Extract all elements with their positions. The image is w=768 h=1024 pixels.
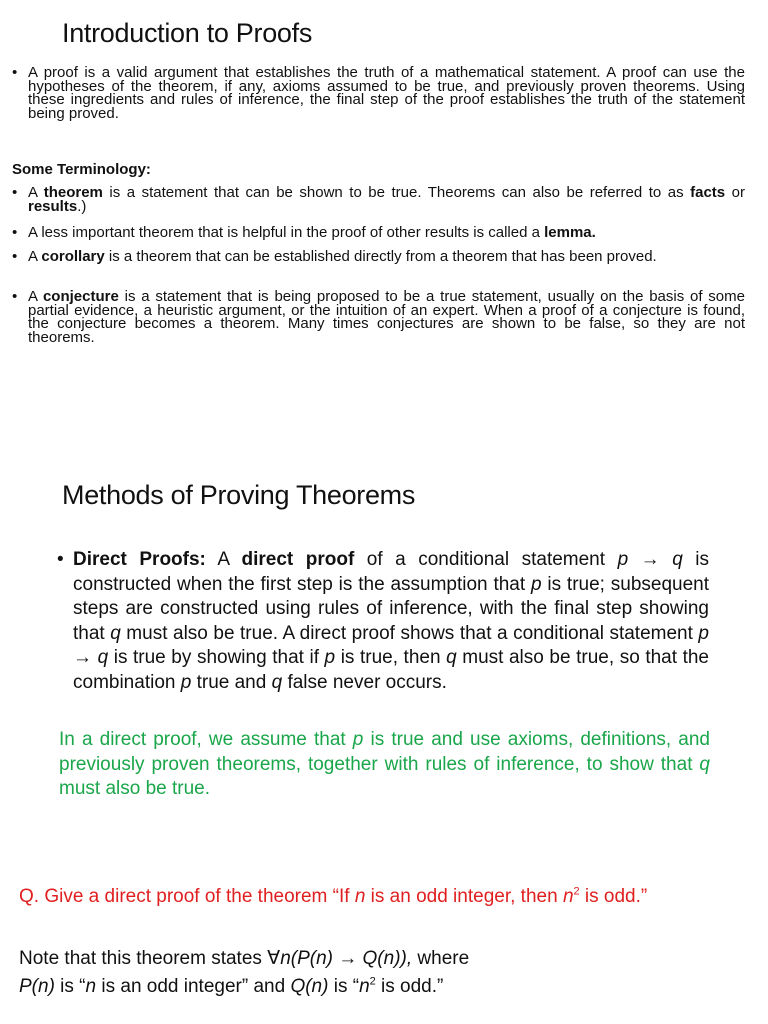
bullet: • [12, 64, 18, 81]
term-conjecture [12, 290, 745, 344]
intro-paragraph-text: A proof is a valid argument that establishes the truth of a mathematical statement. A proof can use the hypotheses of the theorem, if any, axioms assumed to be true, and previously proven theorems. Using these ingredients and rules of inference, the final step of the proof establishes the truth of the statement being proved. [28, 64, 745, 122]
term-lemma [12, 226, 745, 240]
term-theorem-text: A theorem is a statement that can be shown to be true. Theorems can also be referred to as facts or results.) [28, 184, 745, 215]
bullet: • [12, 184, 18, 201]
note-line-2: P(n) is “n is an odd integer” and Q(n) is “$n^2$ is odd.” [19, 975, 444, 997]
direct-proof-summary: In a direct proof, we assume that p is true and use axioms, definitions, and previously proven theorems, together with rules of inference, to show that q must also be true. [59, 729, 710, 799]
terminology-heading: Some Terminology: [12, 161, 151, 178]
term-theorem [12, 186, 745, 213]
bullet: • [12, 224, 18, 241]
bullet: • [57, 549, 64, 570]
direct-proof-paragraph [57, 548, 709, 695]
note-text [19, 945, 469, 1001]
intro-paragraph [12, 66, 745, 120]
term-corollary-text: A corollary is a theorem that can be established directly from a theorem that has been proved. [28, 248, 657, 265]
bullet: • [12, 288, 18, 305]
question-text: Q. Give a direct proof of the theorem “If n is an odd integer, then $n^2$ is odd.” [19, 885, 648, 907]
term-corollary [12, 250, 745, 264]
note-line-1: Note that this theorem states ∀n(P(n) → Q(n)), where [19, 948, 470, 969]
page-title-methods: Methods of Proving Theorems [62, 480, 416, 510]
page-title-introduction: Introduction to Proofs [62, 18, 313, 48]
term-lemma-text: A less important theorem that is helpful in the proof of other results is called a lemma. [28, 224, 596, 241]
direct-proof-text: Direct Proofs: A direct proof of a conditional statement p → q is constructed when the first step is the assumption that p is true; subsequent steps are constructed using rules of inference, with the final step showing that q must also be true. A direct proof shows that a conditional statement p → q is true by showing that if p is true, then q must also be true, so that the combination p true and q false never occurs. [73, 549, 710, 693]
bullet: • [12, 248, 18, 265]
term-conjecture-text: A conjecture is a statement that is being proposed to be a true statement, usually on the basis of some partial evidence, a heuristic argument, or the intuition of an expert. When a proof of a conjecture is found, the conjecture becomes a theorem. Many times conjectures are shown to be false, so they are not theorems. [28, 288, 745, 346]
